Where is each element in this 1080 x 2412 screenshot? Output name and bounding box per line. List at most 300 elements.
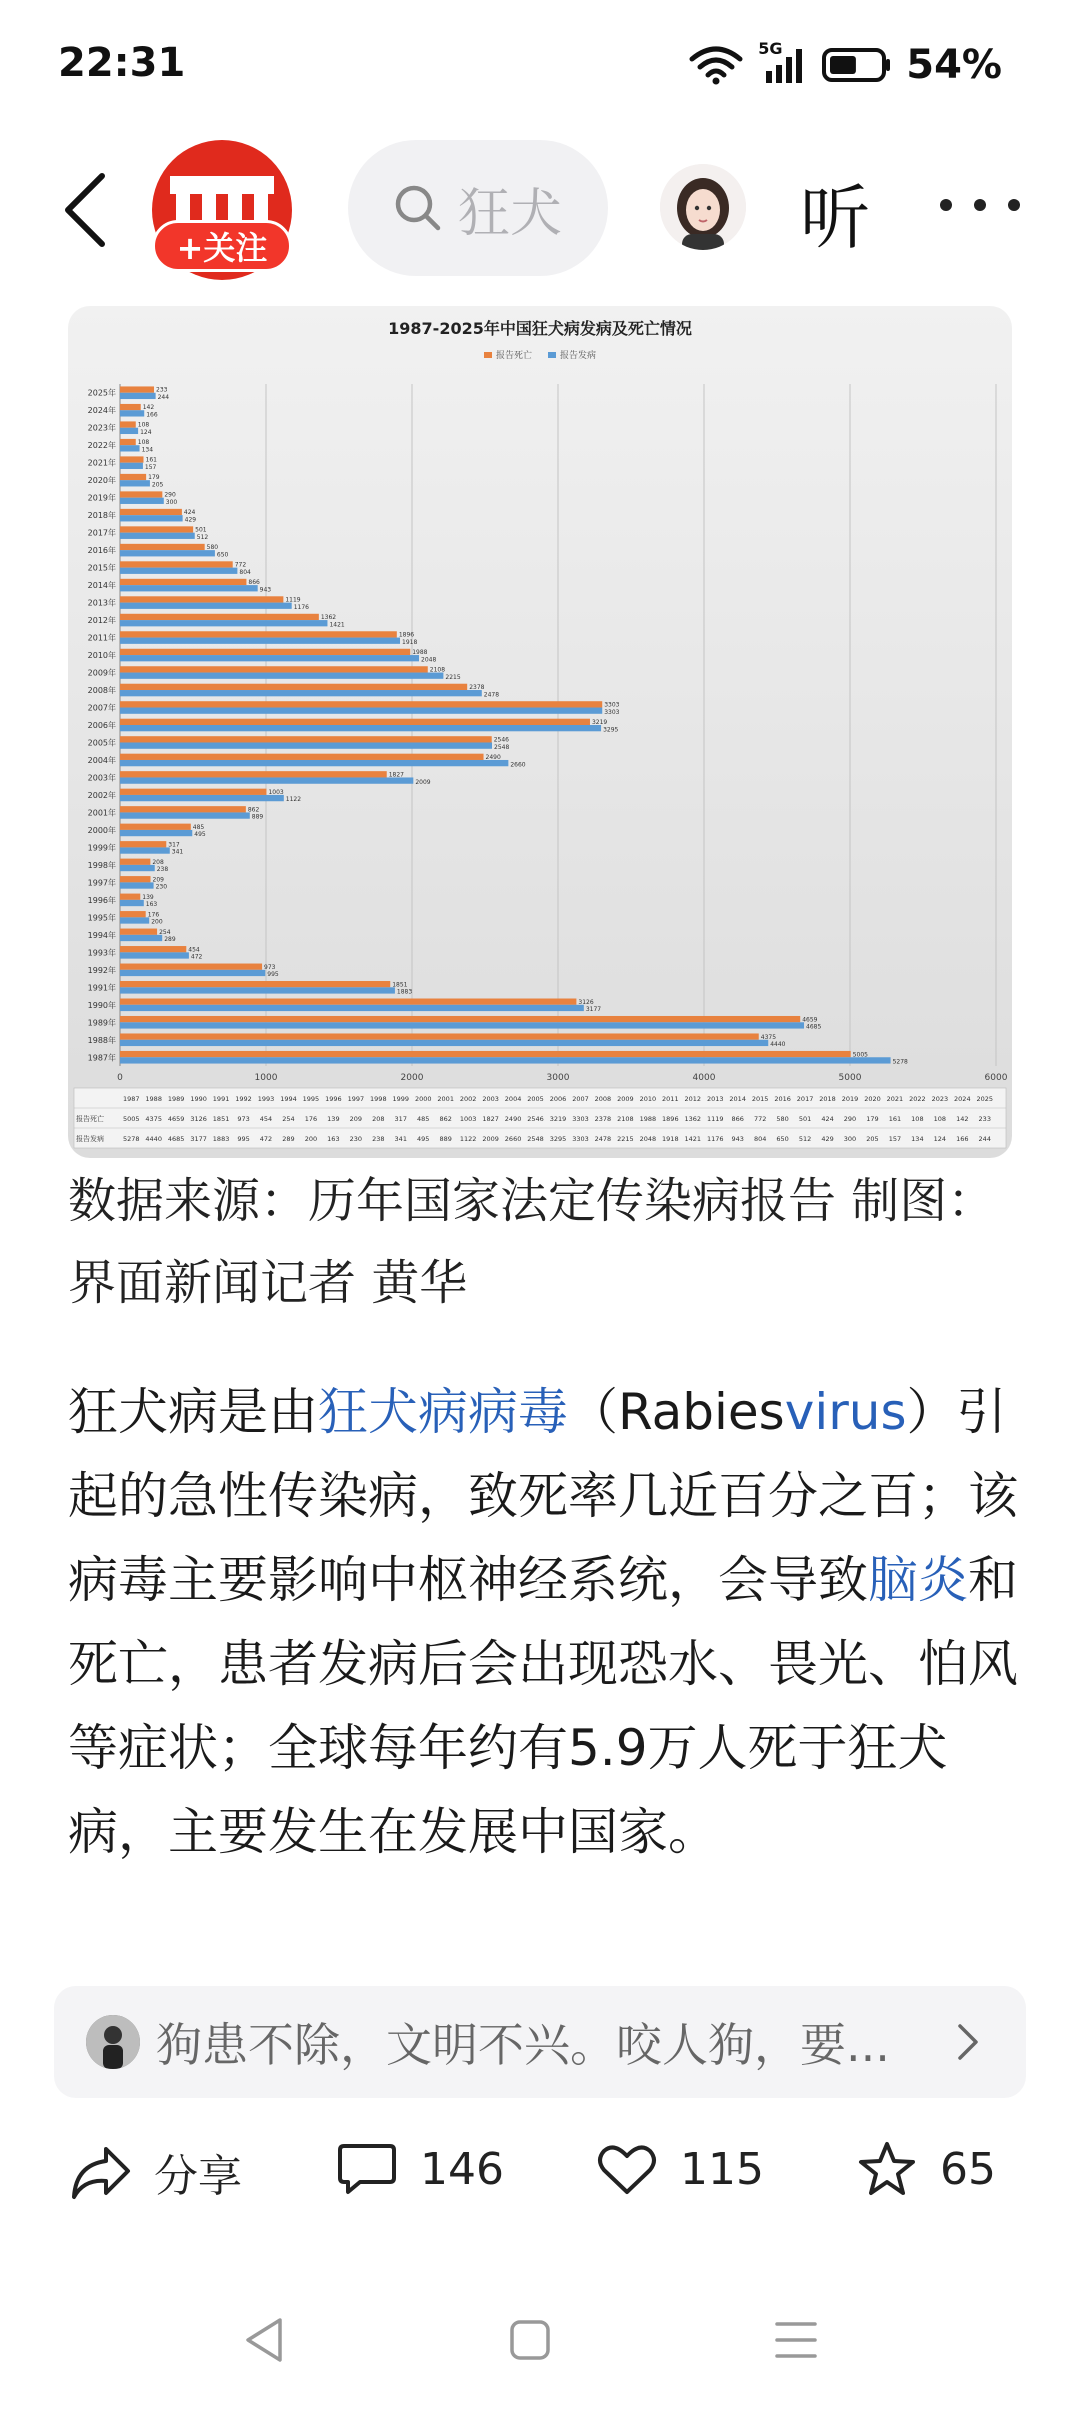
bar-cases [120,742,492,748]
data-label-cases: 3303 [604,708,620,716]
status-bar [0,0,1080,140]
table-cell-cases: 124 [933,1135,947,1143]
triangle-back-icon [242,2316,286,2364]
favorite-button[interactable] [856,2140,996,2198]
data-label-cases: 1122 [285,796,302,804]
table-cell-deaths: 139 [327,1115,340,1123]
table-cell-deaths: 2108 [617,1115,634,1123]
bar-deaths [120,981,390,987]
bar-cases [120,498,164,504]
search-input[interactable]: 狂犬 [458,183,563,244]
y-tick-label: 1995年 [87,913,116,923]
y-tick-label: 1989年 [87,1018,116,1028]
table-year: 2024 [954,1095,971,1103]
table-year: 2005 [527,1095,544,1103]
data-label-deaths: 317 [168,841,180,849]
y-tick-label: 2019年 [87,493,116,503]
data-label-deaths: 108 [137,421,150,429]
x-tick-label: 2000 [400,1073,424,1083]
data-label-cases: 1918 [402,638,418,646]
bar-deaths [120,736,492,742]
table-cell-deaths: 2378 [594,1115,612,1123]
table-cell-cases: 2548 [527,1135,544,1143]
y-tick-label: 1999年 [87,843,116,853]
table-cell-deaths: 1119 [706,1115,724,1123]
table-cell-cases: 429 [821,1135,834,1143]
y-tick-label: 1996年 [87,895,116,905]
chart-svg [68,306,1012,1158]
table-cell-deaths: 176 [304,1115,318,1123]
bar-cases [120,830,192,836]
table-year: 2007 [572,1095,589,1103]
y-tick-label: 2022年 [87,441,116,451]
table-cell-deaths: 973 [237,1115,250,1123]
x-tick-label: 5000 [838,1073,862,1083]
table-cell-deaths: 1896 [662,1115,679,1123]
back-button[interactable] [50,165,120,255]
table-cell-cases: 2048 [639,1135,657,1143]
bar-cases [120,847,170,853]
legend-item-cases [548,348,596,361]
article-paragraph [68,1370,1018,1874]
table-cell-cases: 3303 [572,1135,589,1143]
data-label-deaths: 424 [183,509,196,517]
table-cell-cases: 512 [798,1135,812,1143]
y-tick-label: 2018年 [87,511,116,521]
bar-cases [120,690,482,696]
bar-cases [120,410,144,416]
bar-deaths [120,964,262,970]
table-cell-deaths: 4659 [167,1115,185,1123]
table-cell-deaths: 772 [753,1115,767,1123]
bar-cases [120,900,144,906]
table-cell-deaths: 1003 [459,1115,477,1123]
table-year: 2015 [751,1095,769,1103]
y-tick-label: 2006年 [87,721,116,730]
table-cell-cases: 1883 [212,1135,230,1143]
data-label-cases: 650 [216,551,229,559]
bar-deaths [120,806,246,812]
y-tick-label: 2008年 [87,686,116,696]
y-tick-label: 2014年 [87,581,116,591]
y-tick-label: 1992年 [87,965,116,975]
table-year: 1992 [235,1095,252,1103]
y-tick-label: 1990年 [87,1000,116,1010]
y-tick-label: 2024年 [87,406,116,416]
table-cell-deaths: 3219 [549,1115,567,1123]
table-year: 1987 [122,1095,140,1103]
table-cell-deaths: 179 [866,1115,879,1123]
hot-comment-text: 狗患不除，文明不兴。咬人狗，要... [156,2018,890,2072]
table-cell-deaths: 580 [776,1115,789,1123]
table-cell-cases: 804 [753,1135,767,1143]
table-cell-deaths: 208 [372,1115,385,1123]
y-tick-label: 2007年 [87,703,116,713]
y-tick-label: 2002年 [87,790,116,800]
bar-deaths [120,596,283,602]
bar-deaths [120,421,136,427]
table-cell-cases: 163 [327,1135,340,1143]
bar-cases [120,568,237,574]
bar-cases [120,952,189,958]
data-label-cases: 889 [251,813,264,821]
wifi-icon [688,45,744,85]
table-year: 2014 [729,1095,746,1103]
data-label-deaths: 501 [195,526,207,534]
bar-deaths [120,544,205,550]
table-cell-cases: 2215 [617,1135,634,1143]
bar-cases [120,428,138,434]
data-label-deaths: 139 [142,893,154,901]
bar-cases [120,1022,804,1028]
table-year: 2002 [459,1095,477,1103]
table-cell-deaths: 233 [978,1115,991,1123]
data-label-cases: 2478 [483,691,500,699]
data-label-deaths: 5005 [852,1051,869,1059]
bar-cases [120,1040,768,1046]
data-label-cases: 2048 [421,656,437,664]
bar-deaths [120,998,576,1004]
chart-image[interactable] [68,306,1012,1158]
x-tick-label: 1000 [254,1073,278,1083]
table-year: 2001 [437,1095,454,1103]
data-label-deaths: 862 [247,806,260,814]
table-cell-deaths: 209 [349,1115,363,1123]
hot-comment-banner[interactable] [54,1986,1026,2098]
table-year: 2023 [931,1095,949,1103]
data-label-deaths: 208 [152,858,164,866]
y-tick-label: 2000年 [87,825,116,835]
table-year: 1997 [347,1095,365,1103]
table-year: 2022 [909,1095,926,1103]
like-button[interactable] [596,2140,764,2198]
legend-label-cases: 报告发病 [560,351,597,361]
table-cell-cases: 289 [282,1135,295,1143]
table-cell-cases: 238 [372,1135,385,1143]
follow-button[interactable]: +关注 [152,220,292,272]
y-tick-label: 2016年 [87,546,116,556]
data-label-deaths: 485 [192,823,205,831]
table-year: 2012 [684,1095,702,1103]
x-tick-label: 6000 [984,1073,1008,1083]
table-cell-deaths: 5005 [122,1115,140,1123]
data-label-deaths: 290 [164,491,176,499]
nav-bar [0,140,1080,270]
data-label-deaths: 3303 [604,701,620,709]
table-year: 2008 [594,1095,612,1103]
table-cell-cases: 4440 [145,1135,162,1143]
link-virus[interactable]: virus [784,1383,907,1441]
data-label-deaths: 1362 [320,614,337,622]
y-tick-label: 1994年 [87,930,116,940]
table-year: 2019 [841,1095,859,1103]
data-label-cases: 244 [157,394,170,402]
bar-deaths [120,491,162,497]
link-encephalitis[interactable]: 脑炎 [868,1551,968,1609]
table-cell-cases: 1122 [459,1135,477,1143]
data-label-deaths: 454 [188,946,200,954]
table-cell-cases: 205 [866,1135,879,1143]
data-label-deaths: 1851 [392,981,408,989]
bar-deaths [120,474,146,480]
article-text-3: ）引起的急性传染病，致死率几近百分之百；该病毒主要影响中枢神经系统，会导致 [68,1383,1018,1609]
likes-count: 115 [680,2143,764,2195]
signal-icon [758,39,808,87]
bar-cases [120,1005,584,1011]
assistant-avatar[interactable] [660,164,746,250]
table-year: 2021 [886,1095,904,1103]
data-label-cases: 200 [151,918,163,926]
table-cell-cases: 5278 [122,1135,140,1143]
bar-deaths [120,719,590,725]
data-label-deaths: 209 [152,876,164,884]
data-label-deaths: 2490 [485,753,501,761]
table-cell-cases: 889 [439,1135,452,1143]
table-cell-deaths: 485 [417,1115,430,1123]
y-tick-label: 2001年 [87,808,116,818]
bar-cases [120,445,140,451]
table-cell-deaths: 142 [956,1115,969,1123]
table-cell-cases: 995 [237,1135,250,1143]
data-label-cases: 995 [267,971,279,979]
bar-cases [120,1057,891,1063]
bar-deaths [120,841,166,847]
data-label-deaths: 1988 [412,649,428,657]
table-cell-deaths: 161 [888,1115,902,1123]
table-cell-deaths: 3126 [190,1115,207,1123]
action-bar [0,2130,1080,2230]
table-year: 2010 [639,1095,657,1103]
table-cell-cases: 3177 [190,1135,207,1143]
legend-label-deaths: 报告死亡 [495,351,532,361]
table-cell-cases: 134 [911,1135,924,1143]
bar-cases [120,917,149,923]
bar-cases [120,725,601,731]
data-label-cases: 238 [156,866,169,874]
table-cell-cases: 300 [843,1135,857,1143]
table-cell-deaths: 254 [282,1115,295,1123]
y-tick-label: 2009年 [87,668,116,678]
y-tick-label: 2017年 [87,528,116,538]
data-label-cases: 163 [145,901,158,909]
table-year: 2017 [796,1095,814,1103]
data-label-deaths: 3219 [591,719,608,726]
table-year: 2018 [819,1095,836,1103]
y-tick-label: 2021年 [87,458,116,468]
data-label-cases: 5278 [892,1058,908,1066]
bar-deaths [120,911,146,917]
bar-cases [120,795,284,801]
table-year: 1994 [280,1095,297,1103]
bar-deaths [120,754,484,760]
bar-cases [120,865,155,871]
table-cell-cases: 157 [888,1135,902,1143]
data-label-cases: 495 [194,831,206,839]
bar-deaths [120,386,154,392]
bar-cases [120,882,154,888]
bar-deaths [120,579,246,585]
table-cell-cases: 200 [304,1135,318,1143]
bar-cases [120,550,215,556]
data-label-cases: 3295 [603,726,619,734]
comments-count: 146 [420,2143,504,2195]
data-label-deaths: 3126 [578,998,594,1006]
listen-button[interactable]: 听 [800,177,870,259]
system-nav-bar [0,2290,1080,2390]
share-icon [70,2143,132,2201]
data-label-cases: 2009 [415,778,431,786]
table-cell-deaths: 108 [933,1115,947,1123]
table-year: 2006 [549,1095,567,1103]
table-cell-cases: 166 [956,1135,969,1143]
table-cell-cases: 1918 [662,1135,679,1143]
status-icons [688,39,1002,88]
search-bar[interactable] [348,140,608,276]
search-icon [392,182,444,234]
y-tick-label: 1988年 [87,1035,116,1045]
y-tick-label: 2010年 [87,651,116,661]
data-label-deaths: 176 [147,911,160,919]
data-label-cases: 124 [140,429,152,437]
bar-cases [120,987,395,993]
bar-cases [120,655,419,661]
table-cell-cases: 3295 [549,1135,567,1143]
table-cell-deaths: 1988 [639,1115,657,1123]
square-home-icon [508,2318,552,2362]
table-cell-deaths: 4375 [145,1115,162,1123]
table-cell-cases: 943 [731,1135,744,1143]
bar-cases [120,638,400,644]
data-label-deaths: 1896 [398,631,415,639]
data-label-cases: 512 [196,533,209,541]
chevron-right-icon [956,2020,980,2064]
chart-title: 1987-2025年中国狂犬病发病及死亡情况 [388,319,692,338]
y-tick-label: 1997年 [87,878,116,888]
more-dots-icon[interactable] [940,170,1020,240]
bar-deaths [120,929,157,935]
table-cell-deaths: 866 [731,1115,744,1123]
table-cell-deaths: 1851 [212,1115,230,1123]
table-year: 2000 [414,1095,432,1103]
bar-cases [120,585,258,591]
data-label-deaths: 1003 [268,788,284,796]
table-year: 1999 [392,1095,410,1103]
image-caption: 数据来源：历年国家法定传染病报告 制图：界面新闻记者 黄华 [68,1173,996,1311]
x-tick-label: 3000 [546,1073,570,1083]
table-year: 1990 [190,1095,207,1103]
data-label-cases: 3177 [585,1006,602,1014]
bar-deaths [120,684,467,690]
data-label-cases: 4440 [770,1041,786,1049]
data-label-cases: 472 [190,953,203,961]
x-tick-label: 0 [117,1073,123,1083]
system-home-button[interactable] [500,2310,560,2370]
table-year: 1989 [167,1095,185,1103]
data-label-cases: 205 [151,481,164,489]
data-label-deaths: 2378 [469,684,485,692]
data-label-deaths: 580 [206,544,219,552]
status-time: 22:31 [58,40,186,86]
y-tick-label: 1987年 [87,1053,116,1063]
bar-deaths [120,946,186,952]
table-cell-deaths: 424 [821,1115,834,1123]
bar-deaths [120,631,397,637]
share-label: 分享 [154,2151,242,2202]
data-label-cases: 300 [165,498,178,506]
table-cell-deaths: 454 [259,1115,273,1123]
table-year: 2016 [774,1095,791,1103]
bar-cases [120,812,250,818]
data-label-deaths: 2546 [493,736,509,744]
bar-deaths [120,771,387,777]
table-year: 1998 [370,1095,387,1103]
table-cell-cases: 341 [394,1135,407,1143]
link-rabies-virus[interactable]: 狂犬病病毒 [318,1383,568,1441]
bar-deaths [120,824,191,830]
bar-deaths [120,666,428,672]
bar-cases [120,935,162,941]
x-tick-label: 4000 [692,1073,716,1083]
data-label-cases: 943 [259,586,272,594]
data-label-deaths: 233 [156,386,168,394]
bar-deaths [120,1033,759,1039]
table-cell-cases: 650 [776,1135,789,1143]
table-year: 1991 [212,1095,230,1103]
y-tick-label: 2012年 [87,616,116,626]
table-year: 2004 [504,1095,522,1103]
system-recents-button[interactable] [766,2310,826,2370]
table-year: 1988 [145,1095,162,1103]
share-button[interactable] [70,2140,242,2204]
table-year: 1993 [257,1095,275,1103]
commenter-avatar [86,2015,140,2069]
table-cell-cases: 2009 [482,1135,499,1143]
table-cell-deaths: 290 [843,1115,857,1123]
data-label-deaths: 161 [145,456,157,464]
table-year: 2003 [482,1095,499,1103]
table-year: 2011 [662,1095,679,1103]
data-label-cases: 1176 [293,603,309,611]
article-text-2: （Rabies [568,1383,785,1441]
table-cell-cases: 4685 [167,1135,185,1143]
table-cell-cases: 244 [978,1135,991,1143]
bar-cases [120,777,413,783]
table-cell-cases: 2660 [504,1135,522,1143]
table-cell-deaths: 1362 [684,1115,702,1123]
system-back-button[interactable] [234,2310,294,2370]
table-cell-cases: 1421 [684,1135,702,1143]
y-tick-label: 1991年 [87,983,116,993]
bar-cases [120,970,265,976]
y-tick-label: 2025年 [87,388,116,398]
back-arrow-icon [60,170,110,250]
y-tick-label: 2023年 [87,423,116,433]
data-label-cases: 134 [141,446,154,454]
y-tick-label: 2005年 [87,738,116,748]
star-icon [856,2140,918,2198]
table-cell-deaths: 1827 [482,1115,499,1123]
data-label-cases: 166 [146,411,158,419]
data-label-cases: 429 [184,516,197,524]
data-label-cases: 157 [144,463,157,471]
comments-button[interactable] [336,2140,504,2198]
y-tick-label: 2011年 [87,633,116,643]
table-cell-cases: 495 [417,1135,430,1143]
data-label-cases: 2215 [445,673,461,681]
table-cell-deaths: 2546 [527,1115,544,1123]
table-cell-deaths: 2490 [504,1115,522,1123]
table-cell-deaths: 501 [798,1115,812,1123]
